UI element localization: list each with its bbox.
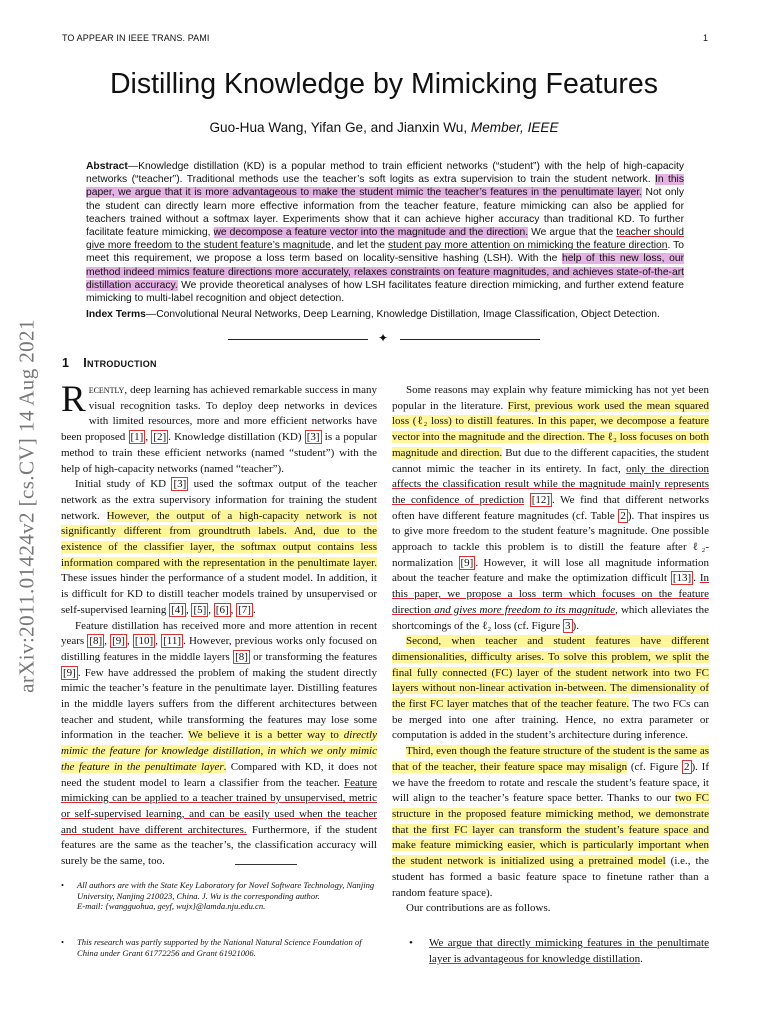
section-title: Introduction	[83, 356, 157, 370]
footnote-rule	[235, 864, 297, 865]
text: is a popular method to train these efficient networks (named “student”) with the help of high-capacity networks (named “teacher”).	[61, 431, 378, 475]
index-terms	[86, 308, 684, 321]
citation-link[interactable]: [13]	[672, 572, 692, 585]
table-link[interactable]: 2	[620, 509, 626, 522]
citation-link[interactable]: [9]	[63, 666, 76, 679]
separator	[228, 333, 540, 345]
text: (cf. Figure	[627, 760, 682, 773]
small-caps-word: ecently	[88, 384, 125, 396]
paragraph	[61, 379, 378, 477]
figure-link[interactable]: 3	[565, 619, 571, 632]
text: , deep learning has achieved remarkable success in many visual recognition tasks. To deploy deep networks in devices with limited resources, more and more efficient networks have been proposed	[61, 384, 377, 444]
underline: We argue that directly mimicking features in the penultimate layer is advantageous for knowledge distillation	[429, 937, 709, 965]
list-item-text	[429, 936, 709, 967]
left-column	[61, 379, 378, 870]
highlight: First, previous work used the mean squared loss (ℓ₂ loss) to distill features. In this paper, we decompose a feature vector into the magnitude and the direction. The ℓ₂ loss focuses on both magnitude and direction.	[392, 399, 709, 459]
citation-link[interactable]: [8]	[89, 635, 103, 648]
paragraph	[392, 383, 709, 634]
text: ). If we have the freedom to rotate and rescale the student’s feature space, it will align to the teacher’s feature space better. Thanks to our	[392, 760, 709, 805]
citation-link[interactable]: [12]	[531, 493, 551, 506]
section-heading	[62, 356, 157, 370]
text: .	[640, 952, 643, 965]
text: . However, previous works only focused on distilling features in the middle layers	[61, 635, 377, 663]
paragraph	[392, 634, 709, 744]
text: ).	[572, 619, 579, 632]
text: . However, it will lose all magnitude information about the teacher feature and make the optimization difficult	[392, 556, 709, 585]
underline: student pay more attention on mimicking the feature direction	[387, 240, 668, 252]
highlight: we decompose a feature vector into the magnitude and the direction.	[213, 227, 529, 239]
citation-link[interactable]: [5]	[193, 603, 207, 616]
citation-link[interactable]: [8]	[235, 650, 248, 663]
footnote	[61, 937, 377, 958]
citation-link[interactable]: [2]	[153, 431, 167, 444]
text: .	[252, 603, 256, 616]
highlight: two FC structure in the proposed feature mimicking method, we demonstrate that the first FC layer can transform the student’s feature space and make feature mimicking easier, which is particularly important when the student network is initialized using a pretrained model	[392, 792, 709, 868]
paragraph	[61, 619, 377, 870]
highlight: However, the output of a high-capacity network is not significantly different from groundtruth labels. And, due to the existence of the classifier layer, the softmax output contains less information compared with the representation in the penultimate layer.	[61, 509, 377, 569]
citation-link[interactable]: [4]	[171, 603, 184, 616]
text: ,	[185, 603, 192, 616]
separator-line	[400, 339, 540, 340]
text: The two FCs can be merged into one after training. Hence, no extra parameter or computation is added in the student’s architecture during inference.	[392, 698, 709, 742]
text: . We find that different networks often have different feature magnitudes (cf. Table	[392, 493, 709, 522]
paragraph	[61, 477, 377, 618]
paragraph: Our contributions are as follows.	[406, 902, 551, 915]
citation-link[interactable]: [6]	[215, 603, 229, 616]
underline: Feature mimicking can be applied to a teacher trained by unsupervised, metric or self-supervised learning, and can be easily used when the teacher and student have different architectures.	[61, 776, 377, 836]
abstract-text: . To meet this requirement, we propose a loss term based on locality-sensitive hashing (LSH). With the	[86, 240, 684, 265]
citation-link[interactable]: [3]	[306, 431, 320, 444]
text: used the softmax output of the teacher network as the extra supervisory information for training the student network.	[61, 478, 377, 522]
citation-link[interactable]: [1]	[130, 431, 144, 444]
abstract-text: Not only the student can directly learn more effective information from the teacher feature, feature mimicking can also be applied for teachers trained without a softmax layer. Experiments show that it can achieve higher accuracy than traditional KD. To further facilitate feature mimicking,	[86, 187, 684, 239]
arxiv-id: arXiv:2011.01424v2 [cs.CV] 14 Aug 2021	[14, 319, 39, 693]
text: , which alleviates the shortcomings of the ℓ₂ loss (cf. Figure	[392, 603, 710, 632]
text: ,	[230, 603, 237, 616]
abstract-label: Abstract	[86, 161, 128, 172]
highlight: help of this new loss, our method indeed mimics feature directions more accurately, relaxes constraints on feature magnitudes, and achieves state-of-the-art distillation accuracy.	[86, 253, 685, 291]
highlight: In this paper, we argue that it is more advantageous to make the student mimic the teacher’s features in the penultimate layer.	[86, 174, 684, 199]
text: .	[693, 572, 700, 585]
text	[524, 494, 530, 506]
citation-link[interactable]: [9]	[460, 556, 474, 569]
text: These issues hinder the performance of a student model. In addition, it is difficult for KD to distill teacher models trained by unsupervised or self-supervised learning	[61, 572, 377, 616]
abstract-text: We argue that the	[528, 227, 617, 239]
abstract-text: —Knowledge distillation (KD) is a popular method to train efficient networks (“student”) with the help of high-capacity networks (“teacher”). Traditional methods use the teacher’s soft logits as extra supervision to train the student network.	[86, 161, 684, 186]
text: ). That inspires us to give more freedom to the student feature’s magnitude. One possible approach to tackle this problem is to distill the feature after ℓ₂-normalization	[392, 509, 710, 569]
text: ,	[126, 635, 133, 648]
index-terms-label: Index Terms	[86, 309, 146, 320]
text: Furthermore, if the student features are the same as the teacher’s, the classification accuracy will surely be the same, too.	[61, 823, 378, 868]
citation-link[interactable]: [7]	[238, 603, 251, 616]
text: or transforming the features	[249, 650, 377, 663]
abstract	[86, 160, 684, 305]
citation-link[interactable]: [9]	[112, 635, 125, 648]
text: . Knowledge distillation (KD)	[168, 431, 305, 444]
abstract-text: , and let the	[330, 240, 388, 252]
text: ,	[208, 603, 214, 616]
abstract-text: We provide theoretical analyses of how LSH facilitates feature direction mimicking, and further extend feature mimicking to multi-label recognition and object detection.	[86, 279, 685, 305]
drop-cap: R	[61, 379, 86, 420]
highlight: Second, when teacher and student features have different dimensionalities, difficulty arises. To solve this problem, we split the final fully connected (FC) layer of the student network into two FC layers without non-linear activation in-between. The dimensionality of the first FC layer matches that of the teacher feature.	[392, 635, 709, 711]
running-header: TO APPEAR IN IEEE TRANS. PAMI	[62, 33, 210, 43]
underline: teacher should give more freedom to the student feature’s magnitude	[86, 227, 684, 252]
bullet-icon: •	[409, 937, 413, 949]
citation-link[interactable]: [3]	[173, 478, 187, 491]
text: Compared with KD, it does not need the student model to learn a classifier from the teacher.	[61, 760, 377, 789]
text: Initial study of KD	[75, 478, 172, 491]
figure-link[interactable]: 2	[684, 760, 690, 773]
separator-line	[228, 339, 368, 340]
separator-diamond-icon: ✦	[378, 331, 389, 345]
citation-link[interactable]: [10]	[134, 635, 154, 648]
underline: only the direction affects the classification result while the magnitude mainly represents the confidence of prediction	[392, 462, 709, 506]
section-number: 1	[62, 356, 70, 370]
index-terms-text: —Convolutional Neural Networks, Deep Learning, Knowledge Distillation, Image Classification, Object Detection.	[145, 309, 660, 320]
text: . Few have addressed the problem of making the student directly mimic the teacher’s feature in the penultimate layer. Distilling features in the middle layers suffers from the different architectures between teacher and student, while transforming the features may lose some information in the teacher.	[61, 666, 377, 742]
text: ,	[104, 635, 111, 648]
text: ,	[155, 635, 162, 648]
underline: In this paper, we propose a loss term which focuses on the feature direction	[392, 572, 710, 616]
bullet-icon: •	[61, 880, 65, 890]
highlight-italic: directly mimic the feature for knowledge distillation, in which we only mimic the feature in the penultimate layer	[61, 729, 377, 773]
author-role: Member, IEEE	[470, 120, 559, 135]
contribution-list-item	[409, 936, 709, 967]
paper-title: Distilling Knowledge by Mimicking Features	[109, 68, 659, 100]
footnote	[61, 880, 377, 912]
right-column	[392, 383, 709, 917]
highlight: .	[223, 760, 227, 773]
author-names: Guo-Hua Wang, Yifan Ge, and Jianxin Wu,	[209, 120, 471, 135]
arxiv-sidebar	[12, 266, 42, 746]
author-line	[0, 120, 768, 135]
citation-link[interactable]: [11]	[163, 635, 182, 648]
text: ,	[145, 431, 152, 444]
underline-italic: and gives more freedom to its magnitude	[434, 603, 616, 616]
text: But due to the different capacities, the student cannot mimic the teacher in its entirety. In fact,	[392, 446, 709, 475]
footnote-text: This research was partly supported by the National Natural Science Foundation of China under Grant 61772256 and Grant 61921006.	[77, 937, 362, 958]
page-number: 1	[703, 33, 709, 43]
text: (i.e., the student has formed a basic feature space to finetune rather than a random feature space).	[392, 855, 709, 899]
footnote-text: All authors are with the State Key Laboratory for Novel Software Technology, Nanjing University, Nanjing 210023, China. J. Wu is the corresponding author.	[77, 880, 375, 901]
bullet-icon: •	[61, 937, 65, 947]
paragraph	[392, 744, 709, 901]
highlight: Third, even though the feature structure of the student is the same as that of the teacher, their feature space may misalign	[392, 745, 709, 773]
text: Some reasons may explain why feature mimicking has not yet been popular in the literature.	[392, 384, 709, 412]
text: Feature distillation has received more and more attention in recent years	[61, 619, 377, 648]
footnote-email: E-mail: {wangguohua, geyf, wujx}@lamda.nju.edu.cn.	[77, 901, 266, 911]
highlight: We believe it is a better way to	[188, 729, 344, 742]
